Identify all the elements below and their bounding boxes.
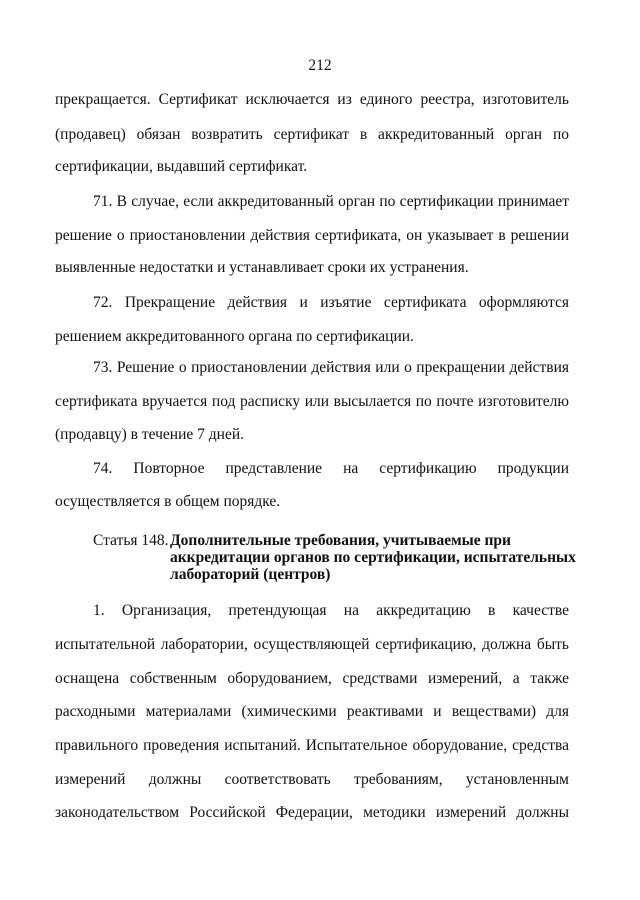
paragraph-73-line: сертификата вручается под расписку или высылается по почте изготовителю: [55, 393, 569, 410]
paragraph-71-line: 71. В случае, если аккредитованный орган по сертификации принимает: [93, 193, 569, 210]
article-title-line: лабораторий (центров): [170, 566, 331, 583]
paragraph-74-line: 74. Повторное представление на сертификацию продукции: [93, 460, 569, 477]
paragraph-74-line: осуществляется в общем порядке.: [55, 493, 281, 510]
paragraph-71-line: выявленные недостатки и устанавливает сроки их устранения.: [55, 259, 469, 276]
article-title-line: аккредитации органов по сертификации, испытательных: [170, 549, 576, 566]
paragraph-148-1-line: оснащена собственным оборудованием, средствами измерений, а также: [55, 670, 569, 687]
article-number: Статья 148.: [93, 532, 169, 549]
paragraph-73-line: 73. Решение о приостановлении действия или о прекращении действия: [93, 359, 569, 376]
paragraph-73-line: (продавцу) в течение 7 дней.: [55, 426, 245, 443]
paragraph-148-1-line: измерений должны соответствовать требованиям, установленным: [55, 771, 569, 788]
paragraph-71-line: решение о приостановлении действия сертификата, он указывает в решении: [55, 227, 569, 244]
article-title-line: Дополнительные требования, учитываемые при: [170, 532, 511, 549]
paragraph-148-1-line: законодательством Российской Федерации, методики измерений должны: [55, 804, 569, 821]
paragraph-line: сертификации, выдавший сертификат.: [55, 158, 308, 175]
paragraph-line: (продавец) обязан возвратить сертификат в аккредитованный орган по: [55, 126, 569, 143]
paragraph-72-line: решением аккредитованного органа по сертификации.: [55, 328, 414, 345]
paragraph-148-1-line: правильного проведения испытаний. Испытательное оборудование, средства: [55, 737, 569, 754]
page-number: 212: [308, 57, 332, 74]
paragraph-148-1-line: 1. Организация, претендующая на аккредитацию в качестве: [93, 602, 569, 619]
paragraph-72-line: 72. Прекращение действия и изъятие сертификата оформляются: [93, 294, 569, 311]
paragraph-148-1-line: расходными материалами (химическими реактивами и веществами) для: [55, 703, 569, 720]
paragraph-148-1-line: испытательной лаборатории, осуществляющей сертификацию, должна быть: [55, 636, 569, 653]
paragraph-line: прекращается. Сертификат исключается из единого реестра, изготовитель: [55, 91, 569, 108]
